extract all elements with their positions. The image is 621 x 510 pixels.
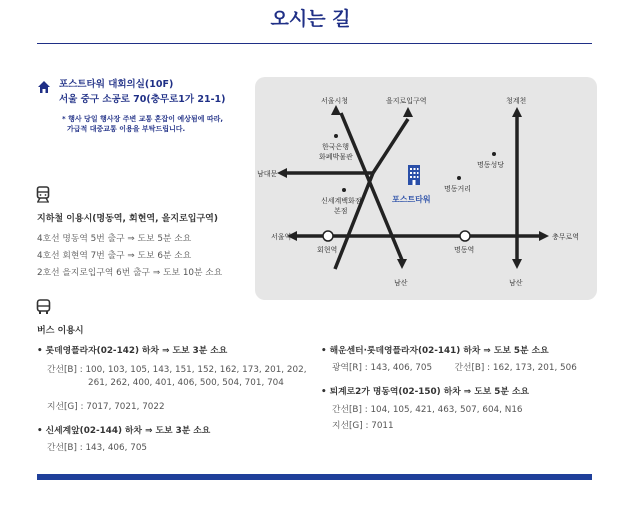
bus-route-title: • 해운센터·롯데영플라자(02-141) 하차 ⇒ 도보 5분 소요 [321,346,549,356]
bus-route-detail: 광역[R] : 143, 406, 705 간선[B] : 162, 173, 201, 506 [332,363,577,373]
page-title: 오시는 길 [270,8,351,30]
map-label-seoul-station: 서울역 [271,233,292,241]
map-label-chungmuro: 충무로역 [552,233,580,241]
map-drawing [255,77,597,300]
arrow-left-icon [277,168,287,178]
subway-line: 4호선 회현역 7번 출구 ⇒ 도보 6분 소요 [37,251,192,261]
address-street: 서울 중구 소공로 70(충무로1가 21-1) [59,94,226,105]
map-label-shinsegae: 신세계백화점 [321,197,362,205]
map-label-myeongdong-station: 명동역 [454,246,475,254]
arrow-right-icon [539,231,549,241]
arrow-up-icon [403,107,413,117]
landmark-dot [342,188,346,192]
bus-route-detail: 간선[B] : 100, 103, 105, 143, 151, 152, 162, 173, 201, 202, [47,365,307,375]
bus-route-title: • 롯데영플라자(02-142) 하차 ⇒ 도보 3분 소요 [37,346,228,356]
map-label-post-tower: 포스트타워 [392,195,431,204]
bus-route-detail: 지선[G] : 7017, 7021, 7022 [47,402,165,412]
subway-line: 2호선 을지로입구역 6번 출구 ⇒ 도보 10분 소요 [37,268,223,278]
subway-line: 4호선 명동역 5번 출구 ⇒ 도보 5분 소요 [37,234,192,244]
address-venue: 포스트타워 대회의실(10F) [59,79,174,90]
map-label-cathedral: 명동성당 [477,161,505,169]
landmark-dot [334,134,338,138]
building-icon [408,165,420,185]
title-divider [37,43,592,44]
subway-icon [36,186,50,203]
arrow-up-icon [331,105,341,115]
map-road [373,119,408,173]
home-icon [37,80,51,94]
bus-route-detail: 261, 262, 400, 401, 406, 500, 504, 701, 704 [88,378,284,388]
map-label-shinsegae-main: 본점 [334,207,348,215]
arrow-down-icon [397,259,407,269]
bus-icon [36,299,51,315]
map-label-bank: 한국은행 [322,143,350,151]
bus-heading: 버스 이용시 [37,326,84,336]
bus-route-detail: 간선[B] : 104, 105, 421, 463, 507, 604, N16 [332,405,523,415]
map-label-myeongdong-street: 명동거리 [444,185,472,193]
traffic-note-line1: * 행사 당일 행사장 주변 교통 혼잡이 예상됨에 따라, [62,115,224,123]
station-marker [460,231,470,241]
station-marker [323,231,333,241]
landmark-dot [457,176,461,180]
map-label-hoehyeon: 회현역 [317,246,338,254]
location-map [255,77,597,300]
map-label-namsan: 남산 [509,279,523,287]
map-label-namsan: 남산 [394,279,408,287]
map-label-namdaemun: 남대문 [257,170,278,178]
map-road [335,173,373,269]
map-label-cheonggyecheon: 청계천 [506,97,527,105]
map-road [341,113,402,260]
arrow-down-icon [512,259,522,269]
landmark-dot [492,152,496,156]
bus-route-detail: 지선[G] : 7011 [332,421,394,431]
arrow-up-icon [512,107,522,117]
bus-route-detail: 간선[B] : 143, 406, 705 [47,443,148,453]
traffic-note-line2: 가급적 대중교통 이용을 부탁드립니다. [67,125,186,133]
map-label-city-hall: 서울시청 [321,97,349,105]
subway-heading: 지하철 이용시(명동역, 회현역, 을지로입구역) [37,214,218,224]
footer-bar [37,474,592,480]
map-label-euljiro: 을지로입구역 [386,97,427,105]
bus-route-title: • 신세계앞(02-144) 하차 ⇒ 도보 3분 소요 [37,426,211,436]
map-label-museum: 화폐박물관 [319,153,353,161]
bus-route-title: • 퇴계로2가 명동역(02-150) 하차 ⇒ 도보 5분 소요 [321,387,529,397]
